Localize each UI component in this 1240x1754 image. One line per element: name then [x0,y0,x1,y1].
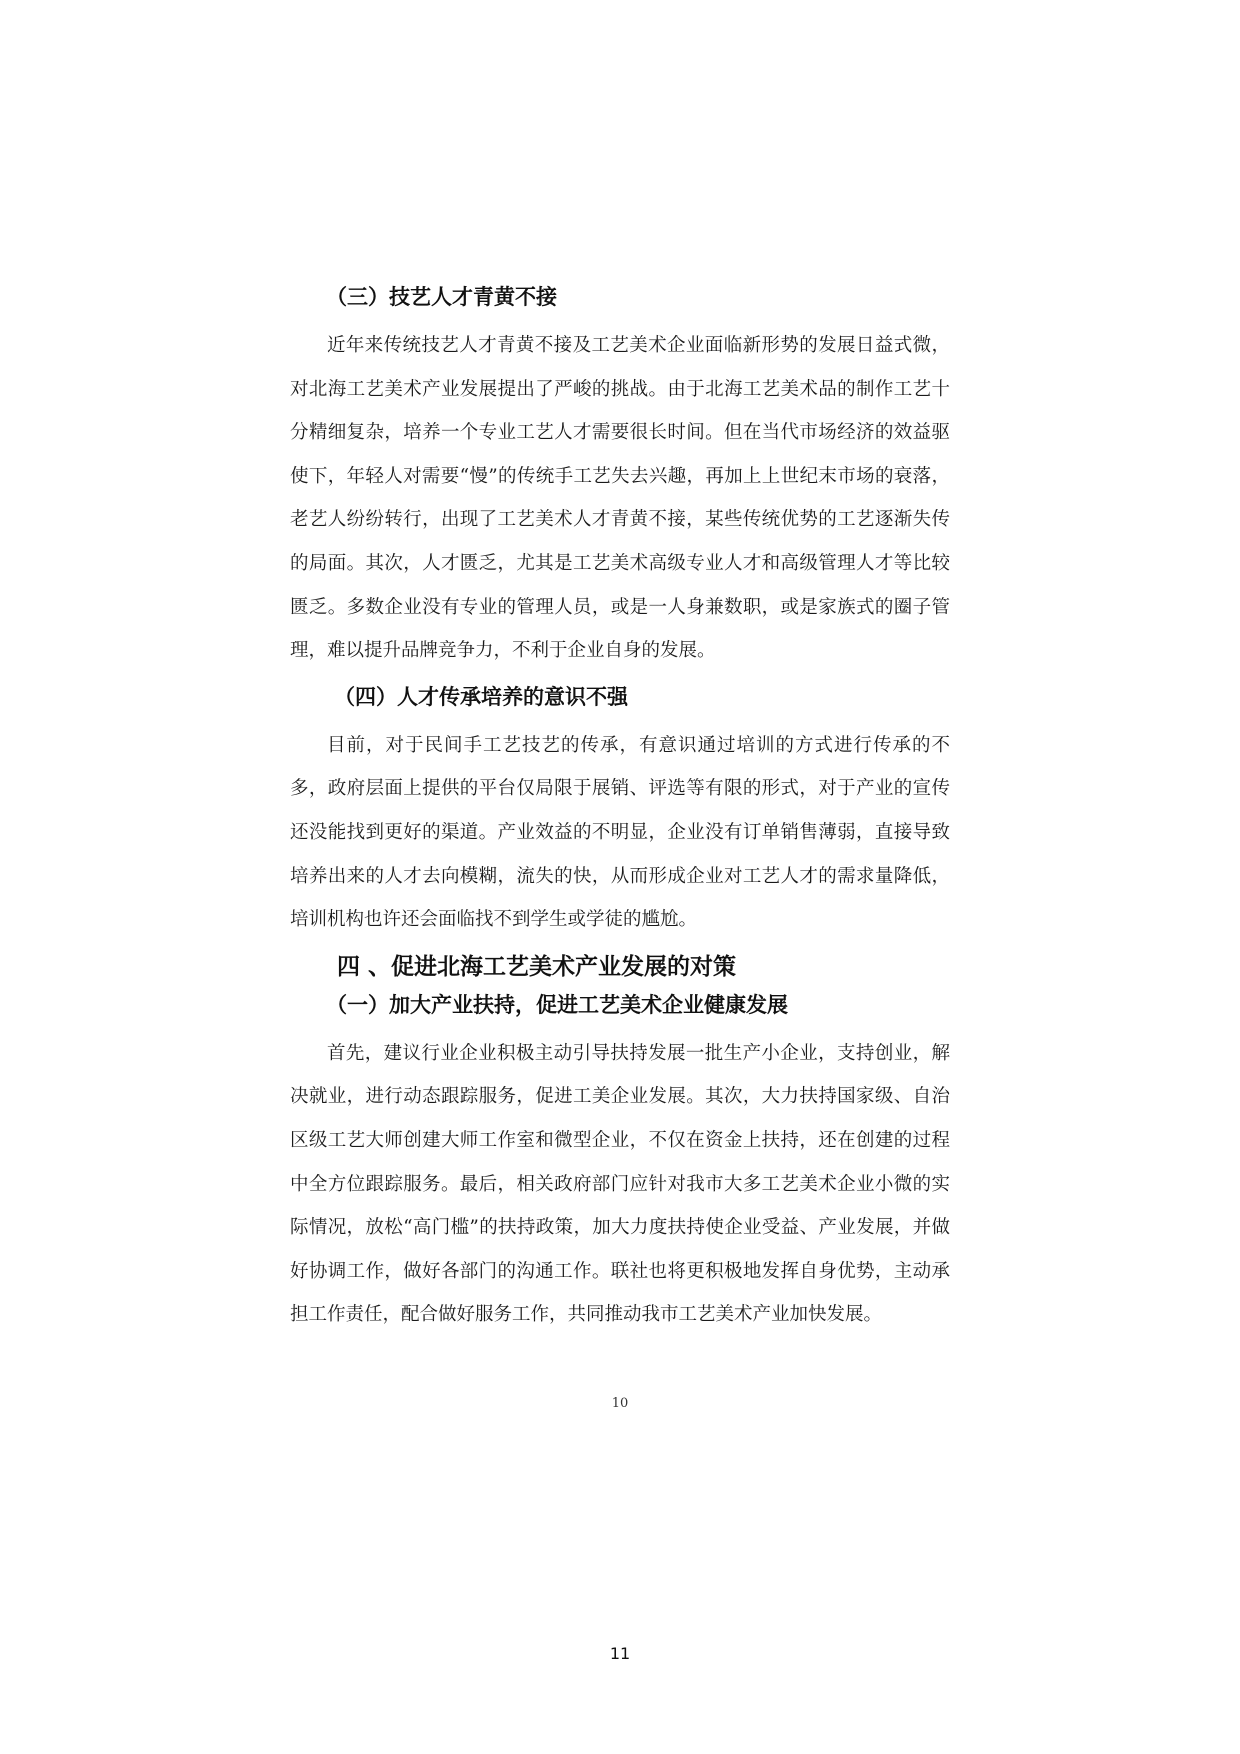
section-heading-talent-gap: （三）技艺人才青黄不接 [326,285,557,309]
paragraph-inheritance-awareness: 目前，对于民间手工艺技艺的传承，有意识通过培训的方式进行传承的不多，政府层面上提供的平台仅局限于展销、评选等有限的形式，对于产业的宣传还没能找到更好的渠道。产业效益的不明显，企业没有订单销售薄弱，直接导致培养出来的人才去向模糊，流失的快，从而形成企业对工艺人才的需求量降低，培训机构也许还会面临找不到学生或学徒的尴尬。 [290,734,950,931]
outer-page-number: 11 [609,1644,631,1663]
paragraph-talent-gap: 近年来传统技艺人才青黄不接及工艺美术企业面临新形势的发展日益式微，对北海工艺美术产业发展提出了严峻的挑战。由于北海工艺美术品的制作工艺十分精细复杂，培养一个专业工艺人才需要很长时间。但在当代市场经济的效益驱使下，年轻人对需要“慢”的传统手工艺失去兴趣，再加上上世纪末市场的衰落，老艺人纷纷转行，出现了工艺美术人才青黄不接，某些传统优势的工艺逐渐失传的局面。其次，人才匮乏，尤其是工艺美术高级专业人才和高级管理人才等比较匮乏。多数企业没有专业的管理人员，或是一人身兼数职，或是家族式的圈子管理，难以提升品牌竞争力，不利于企业自身的发展。 [290,335,950,662]
paragraph-industry-support: 首先，建议行业企业积极主动引导扶持发展一批生产小企业，支持创业，解决就业，进行动态跟踪服务，促进工美企业发展。其次，大力扶持国家级、自治区级工艺大师创建大师工作室和微型企业，不仅在资金上扶持，还在创建的过程中全方位跟踪服务。最后，相关政府部门应针对我市大多工艺美术企业小微的实际情况，放松“高门槛”的扶持政策，加大力度扶持使企业受益、产业发展，并做好协调工作，做好各部门的沟通工作。联社也将更积极地发挥自身优势，主动承担工作责任，配合做好服务工作，共同推动我市工艺美术产业加快发展。 [290,1042,950,1326]
page-content [290,280,950,1337]
section-heading-inheritance-awareness: （四）人才传承培养的意识不强 [334,684,628,709]
chapter-heading-countermeasures: 四 、促进北海工艺美术产业发展的对策 [337,953,737,980]
section-heading-industry-support: （一）加大产业扶持，促进工艺美术企业健康发展 [326,992,788,1017]
inner-page-number: 10 [611,1396,629,1411]
